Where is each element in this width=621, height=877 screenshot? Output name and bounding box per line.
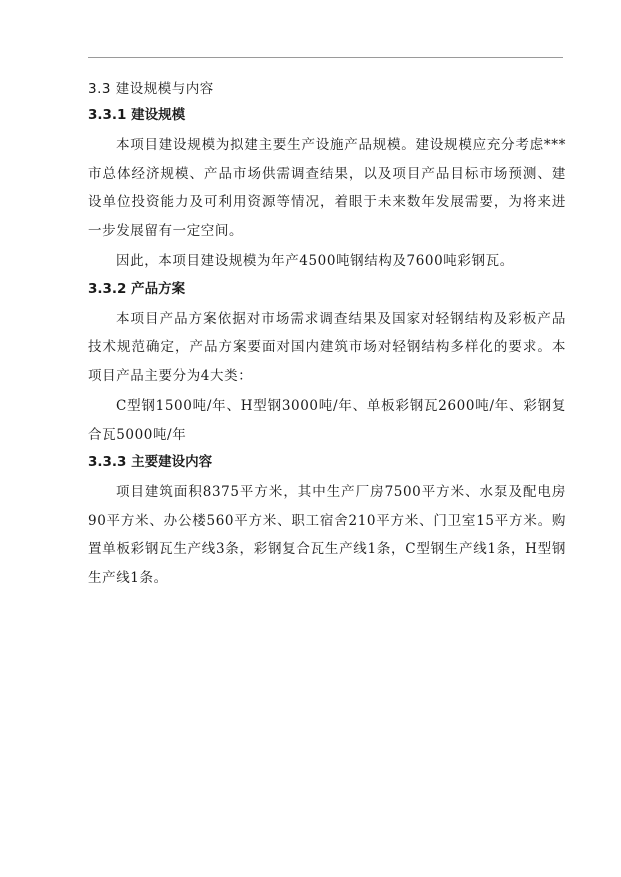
- subsection-3-3-3: [88, 451, 566, 592]
- paragraph: 因此，本项目建设规模为年产4500吨钢结构及7600吨彩钢瓦。: [116, 253, 514, 269]
- document-body: [88, 78, 566, 594]
- subsection-3-3-2: [88, 278, 566, 450]
- paragraph: C型钢1500吨/年、H型钢3000吨/年、单板彩钢瓦2600吨/年、彩钢复合瓦5000吨/年: [88, 398, 566, 443]
- subsection-3-3-1: [88, 104, 566, 276]
- section-heading: 3.3 建设规模与内容: [88, 81, 214, 97]
- subsection-heading: 3.3.3 主要建设内容: [88, 454, 213, 470]
- paragraph: 本项目产品方案依据对市场需求调查结果及国家对轻钢结构及彩板产品技术规范确定，产品方案要面对国内建筑市场对轻钢结构多样化的要求。本项目产品主要分为4大类：: [88, 310, 566, 384]
- page-header-rule: [88, 57, 563, 58]
- paragraph: 项目建筑面积8375平方米，其中生产厂房7500平方米、水泵及配电房90平方米、办公楼560平方米、职工宿舍210平方米、门卫室15平方米。购置单板彩钢瓦生产线3条，彩钢复合瓦生产线1条，C型钢生产线1条，H型钢生产线1条。: [88, 484, 566, 586]
- subsection-heading: 3.3.2 产品方案: [88, 280, 186, 297]
- paragraph: 本项目建设规模为拟建主要生产设施产品规模。建设规模应充分考虑***市总体经济规模、产品市场供需调查结果，以及项目产品目标市场预测、建设单位投资能力及可利用资源等情况，着眼于未来数年发展需要，为将来进一步发展留有一定空间。: [88, 137, 566, 239]
- subsection-heading: 3.3.1 建设规模: [88, 107, 186, 123]
